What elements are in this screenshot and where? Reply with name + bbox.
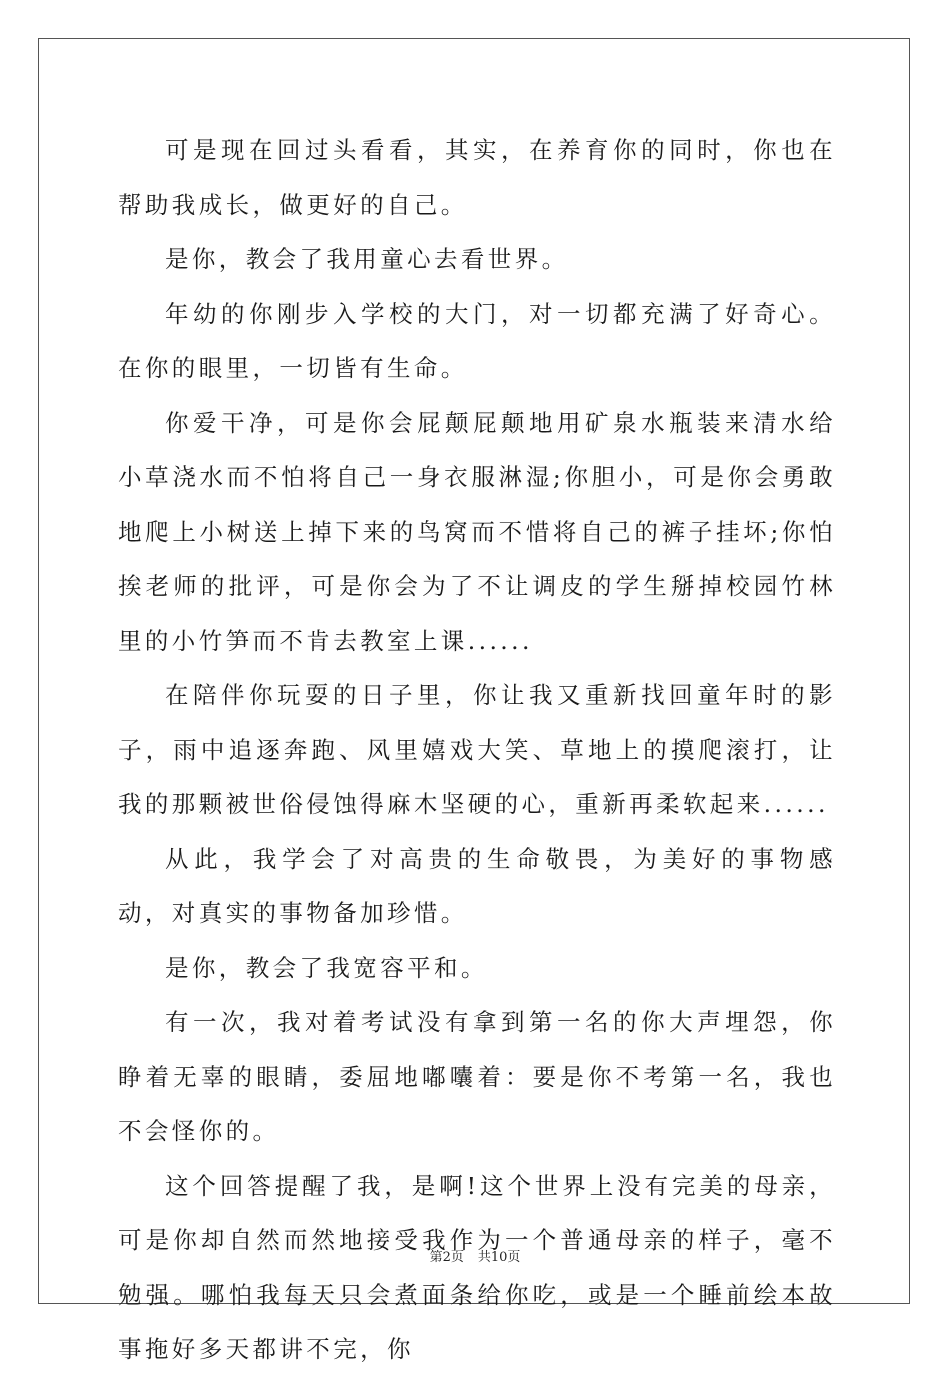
paragraph: 这个回答提醒了我，是啊!这个世界上没有完美的母亲，可是你却自然而然地接受我作为一个普通母亲的样子，毫不勉强。哪怕我每天只会煮面条给你吃，或是一个睡前绘本故事拖好多天都讲不完，你 [118, 1171, 836, 1363]
paragraph: 是你，教会了我宽容平和。 [165, 953, 488, 982]
paragraph: 在陪伴你玩耍的日子里，你让我又重新找回童年时的影子，雨中追逐奔跑、风里嬉戏大笑、草地上的摸爬滚打，让我的那颗被世俗侵蚀得麻木坚硬的心，重新再柔软起来...... [118, 681, 836, 818]
page-footer [0, 1246, 950, 1265]
page-number: 第2页 [429, 1250, 464, 1265]
paragraph: 是你，教会了我用童心去看世界。 [165, 245, 569, 273]
paragraph: 从此，我学会了对高贵的生命敬畏，为美好的事物感动，对真实的事物备加珍惜。 [118, 844, 836, 927]
paragraph: 有一次，我对着考试没有拿到第一名的你大声埋怨，你睁着无辜的眼睛，委屈地嘟囔着：要是你不考第一名，我也不会怪你的。 [118, 1008, 836, 1145]
paragraph: 你爱干净，可是你会屁颠屁颠地用矿泉水瓶装来清水给小草浇水而不怕将自己一身衣服淋湿;你胆小，可是你会勇敢地爬上小树送上掉下来的鸟窝而不惜将自己的裤子挂坏;你怕挨老师的批评，可是你会为了不让调皮的学生掰掉校园竹林里的小竹笋而不肯去教室上课...... [118, 408, 836, 655]
paragraph: 年幼的你刚步入学校的大门，对一切都充满了好奇心。在你的眼里，一切皆有生命。 [118, 299, 836, 382]
page-total: 共10页 [477, 1250, 521, 1265]
paragraph: 可是现在回过头看看，其实，在养育你的同时，你也在帮助我成长，做更好的自己。 [118, 136, 836, 219]
document-body [118, 123, 836, 1377]
